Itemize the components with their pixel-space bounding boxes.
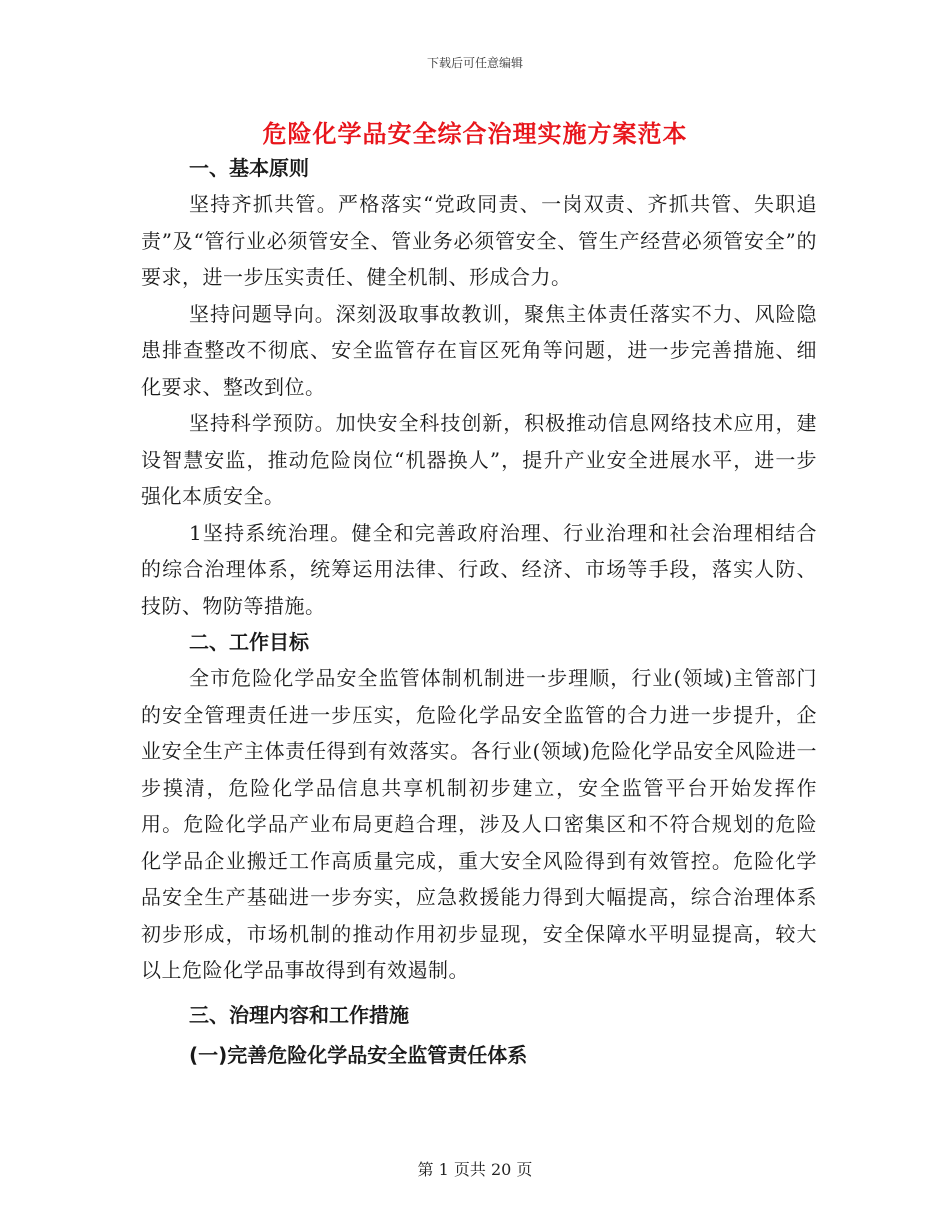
subsection-heading: (一)完善危险化学品安全监管责任体系: [189, 1042, 528, 1067]
paragraph: 坚持齐抓共管。严格落实“党政同责、一岗双责、齐抓共管、失职追责”及“管行业必须管安全、管业务必须管安全、管生产经营必须管安全”的要求，进一步压实责任、健全机制、形成合力。: [141, 192, 817, 289]
document-body: [141, 150, 817, 1073]
page-number: 第 1 页共 20 页: [417, 1160, 533, 1179]
section-heading-principles: 一、基本原则: [189, 156, 309, 180]
section-heading-measures: 三、治理内容和工作措施: [189, 1002, 409, 1027]
paragraph: 1坚持系统治理。健全和完善政府治理、行业治理和社会治理相结合的综合治理体系，统筹运用法律、行政、经济、市场等手段，落实人防、技防、物防等措施。: [141, 520, 817, 618]
paragraph: 坚持科学预防。加快安全科技创新，积极推动信息网络技术应用，建设智慧安监，推动危险岗位“机器换人”，提升产业安全进展水平，进一步强化本质安全。: [141, 411, 817, 508]
paragraph: 坚持问题导向。深刻汲取事故教训，聚焦主体责任落实不力、风险隐患排查整改不彻底、安全监管存在盲区死角等问题，进一步完善措施、细化要求、整改到位。: [141, 301, 817, 399]
page-header-note: 下载后可任意编辑: [426, 56, 523, 70]
paragraph: 全市危险化学品安全监管体制机制进一步理顺，行业(领域)主管部门的安全管理责任进一步压实，危险化学品安全监管的合力进一步提升，企业安全生产主体责任得到有效落实。各行业(领域)危险化学品安全风险进一步摸清，危险化学品信息共享机制初步建立，安全监管平台开始发挥作用。危险化学品产业布局更趋合理，涉及人口密集区和不符合规划的危险化学品企业搬迁工作高质量完成，重大安全风险得到有效管控。危险化学品安全生产基础进一步夯实，应急救援能力得到大幅提高，综合治理体系初步形成，市场机制的推动作用初步显现，安全保障水平明显提高，较大以上危险化学品事故得到有效遏制。: [141, 666, 817, 982]
document-title: 危险化学品安全综合治理实施方案范本: [262, 120, 688, 148]
section-heading-goals: 二、工作目标: [189, 630, 309, 654]
